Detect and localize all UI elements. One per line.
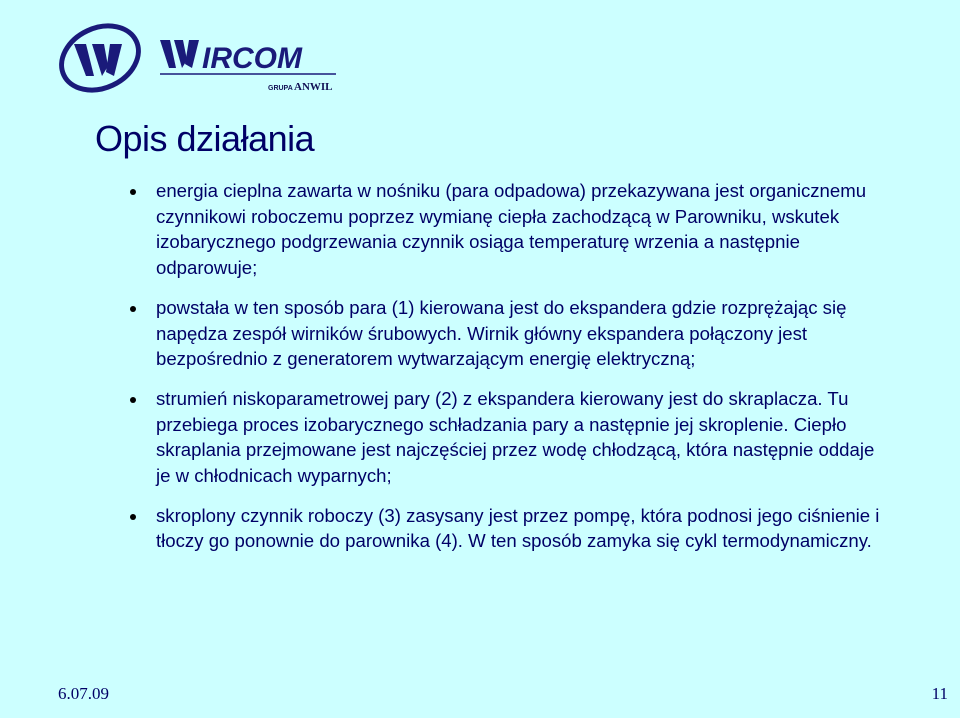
bullet-text: skroplony czynnik roboczy (3) zasysany jest przez pompę, która podnosi jego ciśnienie i tłoczy go ponownie do parownika (4). W ten sposób zamyka się cykl termodynamiczny.: [156, 504, 880, 552]
bullet-text: energia cieplna zawarta w nośniku (para odpadowa) przekazywana jest organicznemu czynnikowi roboczemu poprzez wymianę ciepła zachodzącą w Parowniku, wskutek izobarycznego podgrzewania czynnik osiąga temperaturę wrzenia a następnie odparowuje;: [156, 180, 867, 279]
logo-group-prefix: GRUPA: [268, 85, 293, 92]
bullet-item: [130, 295, 890, 372]
bullet-text: powstała w ten sposób para (1) kierowana jest do ekspandera gdzie rozprężając się napędza zespół wirników śrubowych. Wirnik główny ekspandera połączony jest bezpośrednio z generatorem wytwarzającym energię elektryczną;: [156, 296, 847, 370]
bullet-dot-icon: [130, 397, 136, 403]
wircom-logo: [56, 20, 346, 100]
bullet-item: [130, 503, 890, 554]
bullet-text: strumień niskoparametrowej pary (2) z ekspandera kierowany jest do skraplacza. Tu przebiega proces izobarycznego schładzania pary a następnie jej skroplenie. Ciepło skraplania przejmowane jest najczęściej przez wodę chłodzącą, która następnie oddaje je w chłodnicach wyparnych;: [156, 387, 875, 487]
bullet-dot-icon: [130, 514, 136, 520]
bullet-list: [130, 178, 890, 568]
logo-group-name: ANWIL: [294, 81, 333, 93]
page-number: 11: [931, 684, 948, 703]
bullet-dot-icon: [130, 306, 136, 312]
bullet-item: [130, 178, 890, 281]
logo-brand-text: IRCOM: [202, 42, 302, 75]
bullet-item: [130, 386, 890, 489]
slide-title: Opis działania: [95, 118, 315, 159]
footer-date: 6.07.09: [58, 684, 109, 703]
wircom-logo-mark: [56, 20, 346, 100]
bullet-dot-icon: [130, 189, 136, 195]
